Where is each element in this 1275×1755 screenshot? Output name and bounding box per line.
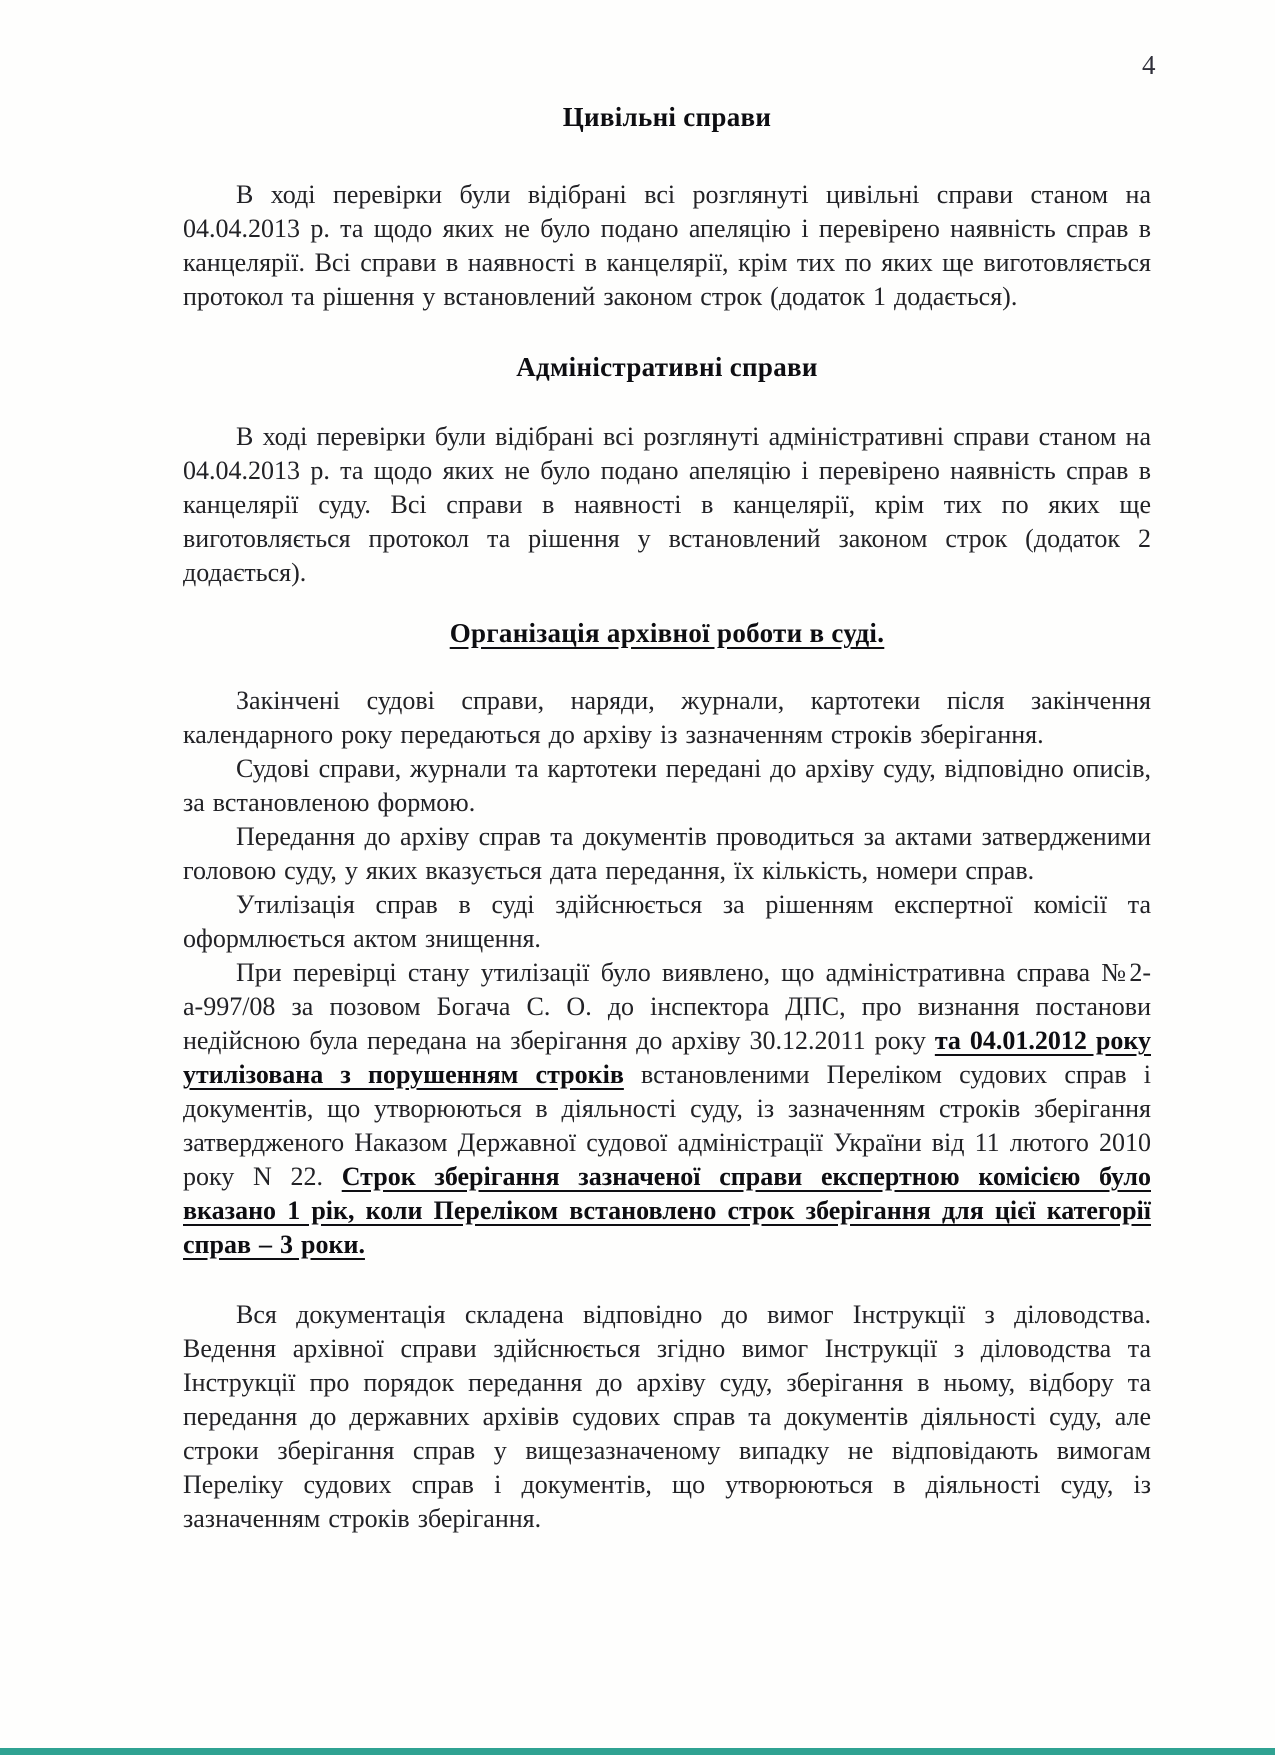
paragraph-text: Закінчені судові справи, наряди, журнали, картотеки після закінчення календарного року передаються до архіву із зазначенням строків зберігання.	[183, 686, 1151, 749]
section-heading-archive-work: Організація архівної роботи в суді.	[449, 618, 885, 648]
paragraph-text: В ході перевірки були відібрані всі розглянуті адміністративні справи станом на 04.04.2013 р. та щодо яких не було подано апеляцію і перевірено наявність справ в канцелярії суду. Всі справи в наявності в канцелярії, крім тих по яких ще виготовляється протокол та рішення у встановлений законом строк (додаток 2 додається).	[183, 422, 1151, 587]
paragraph-text: Судові справи, журнали та картотеки передані до архіву суду, відповідно описів, за встановленою формою.	[183, 754, 1151, 817]
paragraph-archive-acts	[183, 820, 1151, 888]
emphasized-violation-text: та 04.01.2012 року утилізована з порушенням строків	[183, 1026, 1151, 1089]
paragraph-archive-transfer-terms	[183, 684, 1151, 752]
document-body	[183, 100, 1151, 1536]
paragraph-documentation-compliance	[183, 1298, 1151, 1536]
emphasized-retention-term-text: Строк зберігання зазначеної справи експертною комісією було вказано 1 рік, коли Переліком встановлено строк зберігання для цієї категорії справ – 3 роки.	[183, 1162, 1151, 1259]
section-heading-civil-cases: Цивільні справи	[562, 102, 772, 132]
paragraph-text: Утилізація справ в суді здійснюється за рішенням експертної комісії та оформлюється актом знищення.	[183, 890, 1151, 953]
paragraph-text: Передання до архіву справ та документів проводиться за актами затвердженими головою суду, у яких вказується дата передання, їх кількість, номери справ.	[183, 822, 1151, 885]
paragraph-text: встановленими Переліком судових справ і документів, що утворюються в діяльності суду, із зазначенням строків зберігання затвердженого Наказом Державної судової адміністрації України від 11 лютого 2010 року N 22.	[183, 1060, 1151, 1191]
paragraph-text: В ході перевірки були відібрані всі розглянуті цивільні справи станом на 04.04.2013 р. та щодо яких не було подано апеляцію і перевірено наявність справ в канцелярії. Всі справи в наявності в канцелярії, крім тих по яких ще виготовляється протокол та рішення у встановлений законом строк (додаток 1 додається).	[183, 180, 1151, 311]
paragraph-utilization-procedure	[183, 888, 1151, 956]
paragraph-text: При перевірці стану утилізації було виявлено, що адміністративна справа №2-а-997/08 за позовом Богача С. О. до інспектора ДПС, про визнання постанови недійсною була передана на зберігання до архіву 30.12.2011 року	[183, 958, 1151, 1055]
paragraph-civil-cases	[183, 178, 1151, 314]
paragraph-text: Вся документація складена відповідно до вимог Інструкції з діловодства. Ведення архівної справи здійснюється згідно вимог Інструкції з діловодства та Інструкції про порядок передання до архіву суду, зберігання в ньому, відбору та передання до державних архівів судових справ та документів діяльності суду, але строки зберігання справ у вищезазначеному випадку не відповідають вимогам Переліку судових справ і документів, що утворюються в діяльності суду, із зазначенням строків зберігання.	[183, 1300, 1151, 1533]
paragraph-administrative-cases	[183, 420, 1151, 590]
paragraph-utilization-violation	[183, 956, 1151, 1262]
scanner-edge-artifact	[0, 1748, 1275, 1755]
page-number: 4	[1142, 50, 1156, 80]
paragraph-archive-inventories	[183, 752, 1151, 820]
section-heading-administrative-cases: Адміністративні справи	[516, 352, 818, 382]
